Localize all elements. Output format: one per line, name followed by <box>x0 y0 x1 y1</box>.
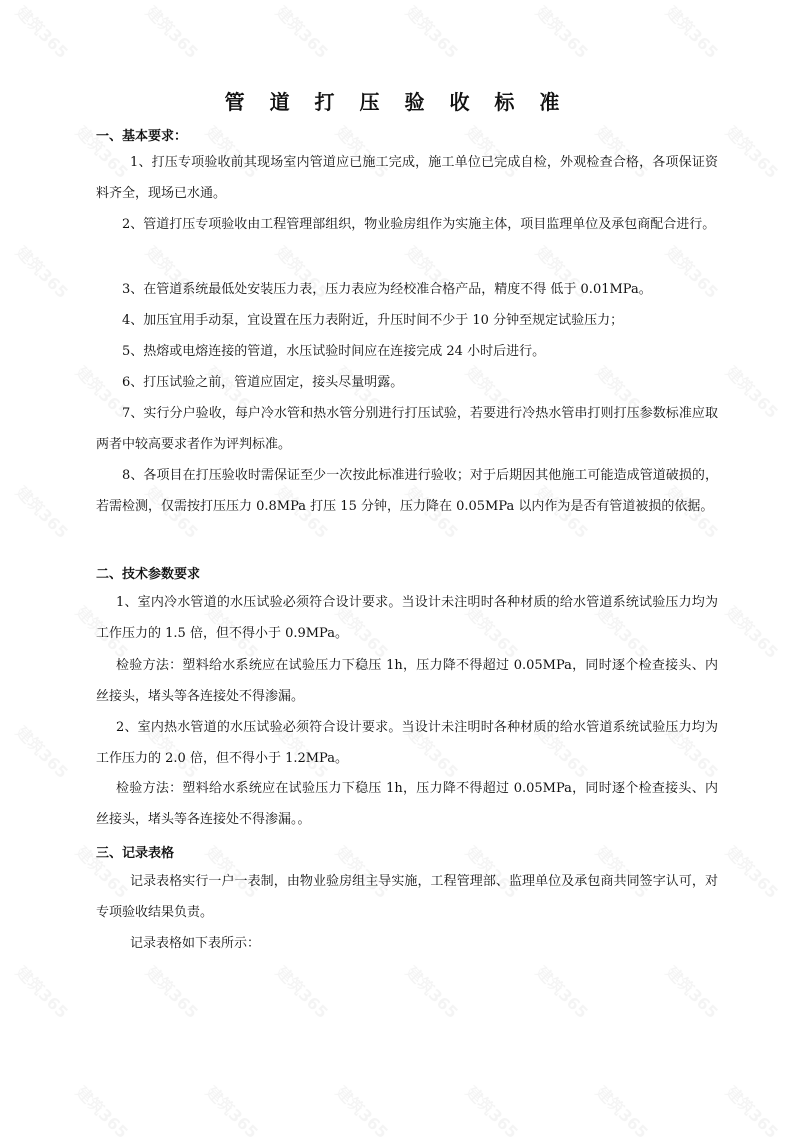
paragraph-item-8: 8、各项目在打压验收时需保证至少一次按此标准进行验收；对于后期因其他施工可能造成管道破损的，若需检测，仅需按打压压力 0.8MPa 打压 15 分钟，压力降在 0.05MPa 以内作为是否有管道被损的依据。 <box>96 468 718 514</box>
section-heading-basic-requirements: 一、基本要求： <box>96 129 188 144</box>
paragraph-record-form-intro: 记录表格如下表所示： <box>130 936 261 951</box>
section-heading-record-form: 三、记录表格 <box>96 846 175 861</box>
paragraph-record-form-description: 记录表格实行一户一表制，由物业验房组主导实施，工程管理部、监理单位及承包商共同签字认可，对专项验收结果负责。 <box>96 874 718 920</box>
document-title: 管 道 打 压 验 收 标 准 <box>224 90 569 114</box>
paragraph-hot-water-requirement: 2、室内热水管道的水压试验必须符合设计要求。当设计未注明时各种材质的给水管道系统试验压力均为工作压力的 2.0 倍，但不得小于 1.2MPa。 <box>96 720 718 766</box>
section-heading-technical-parameters: 二、技术参数要求 <box>96 567 201 582</box>
paragraph-item-7: 7、实行分户验收，每户冷水管和热水管分别进行打压试验，若要进行冷热水管串打则打压参数标准应取两者中较高要求者作为评判标准。 <box>96 406 718 452</box>
paragraph-item-4: 4、加压宜用手动泵，宜设置在压力表附近，升压时间不少于 10 分钟至规定试验压力； <box>122 313 624 328</box>
paragraph-cold-water-test-method: 检验方法：塑料给水系统应在试验压力下稳压 1h，压力降不得超过 0.05MPa，同时逐个检查接头、内丝接头，堵头等各连接处不得渗漏。 <box>96 658 718 704</box>
paragraph-item-5: 5、热熔或电熔连接的管道，水压试验时间应在连接完成 24 小时后进行。 <box>122 344 546 359</box>
paragraph-item-6: 6、打压试验之前，管道应固定，接头尽量明露。 <box>122 375 404 390</box>
paragraph-cold-water-requirement: 1、室内冷水管道的水压试验必须符合设计要求。当设计未注明时各种材质的给水管道系统试验压力均为工作压力的 1.5 倍，但不得小于 0.9MPa。 <box>96 595 718 641</box>
paragraph-item-2: 2、管道打压专项验收由工程管理部组织，物业验房组作为实施主体，项目监理单位及承包商配合进行。 <box>122 217 716 232</box>
paragraph-hot-water-test-method: 检验方法：塑料给水系统应在试验压力下稳压 1h，压力降不得超过 0.05MPa，同时逐个检查接头、内丝接头，堵头等各连接处不得渗漏。。 <box>96 781 718 827</box>
paragraph-item-1: 1、打压专项验收前其现场室内管道应已施工完成，施工单位已完成自检，外观检查合格，各项保证资料齐全，现场已水通。 <box>96 155 718 201</box>
paragraph-item-3: 3、在管道系统最低处安装压力表，压力表应为经校准合格产品，精度不得 低于 0.01MPa。 <box>122 282 652 297</box>
